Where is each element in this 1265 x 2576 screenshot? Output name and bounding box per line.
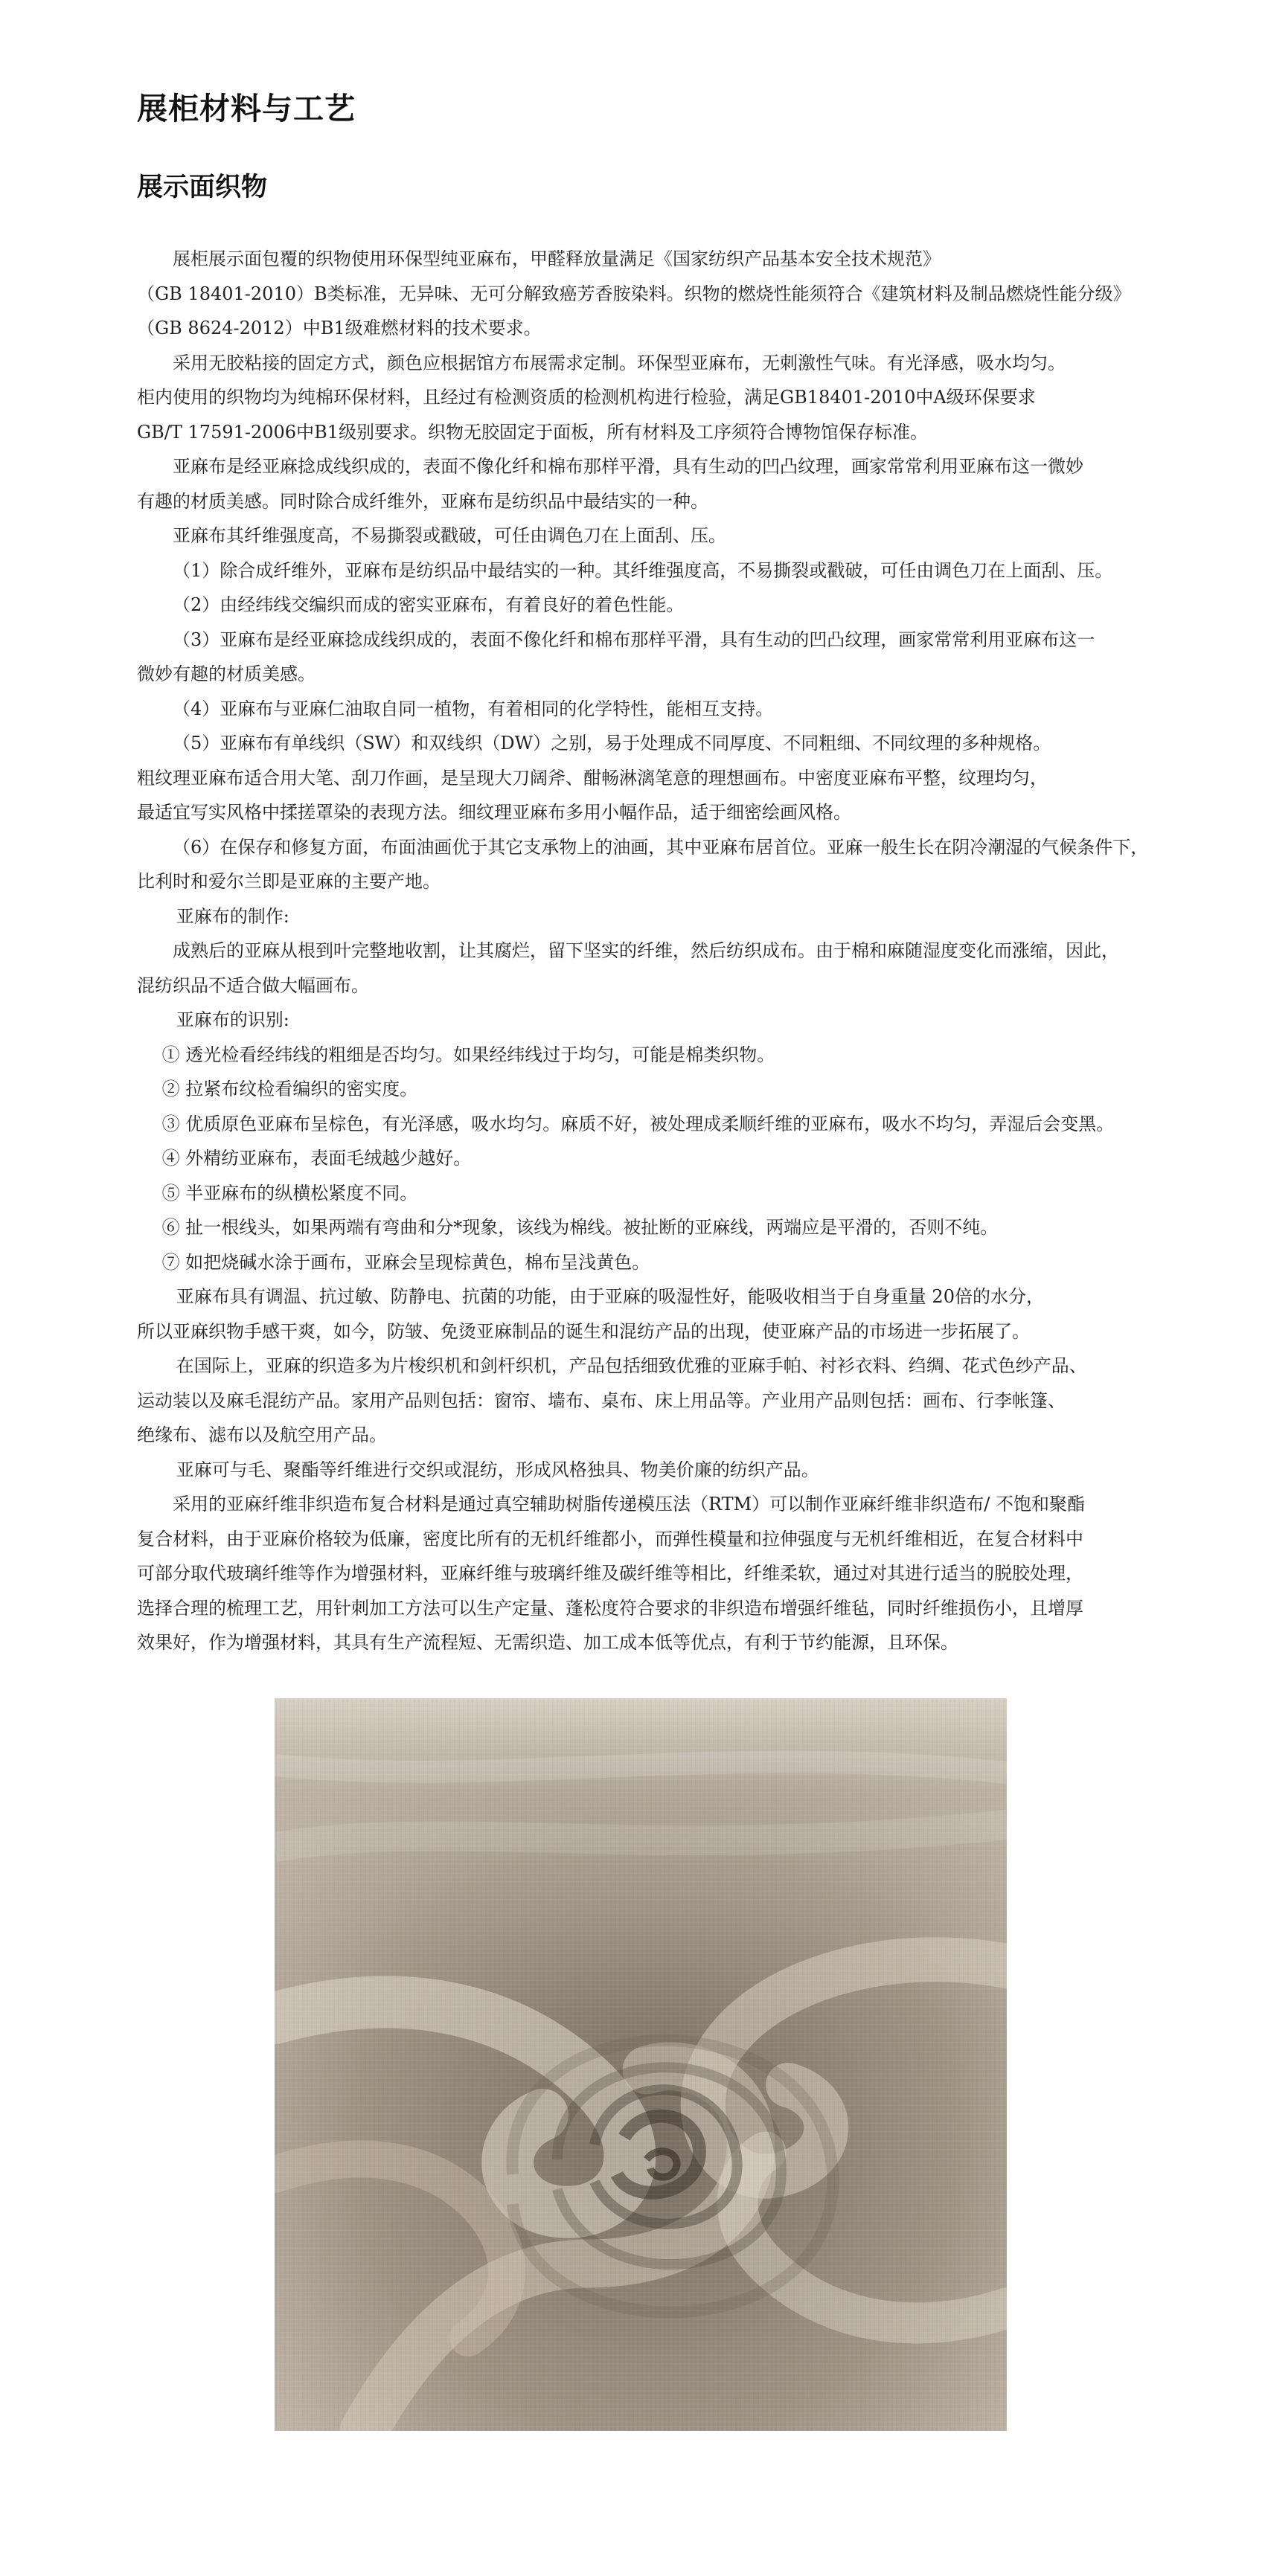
- text-line: 亚麻布是经亚麻捻成线织成的，表面不像化纤和棉布那样平滑，具有生动的凹凸纹理，画家常常利用亚麻布这一微妙: [173, 456, 1083, 477]
- text-line: ② 拉紧布纹检看编织的密实度。: [161, 1079, 418, 1099]
- text-line: 最适宜写实风格中揉搓罩染的表现方法。细纹理亚麻布多用小幅作品，适于细密绘画风格。: [137, 802, 851, 823]
- text-line: 采用无胶粘接的固定方式，颜色应根据馆方布展需求定制。环保型亚麻布，无刺激性气味。有光泽感，吸水均匀。: [173, 352, 1066, 373]
- text-line: ① 透光检看经纬线的粗细是否均匀。如果经纬线过于均匀，可能是棉类织物。: [161, 1044, 775, 1065]
- text-line: 柜内使用的织物均为纯棉环保材料，且经过有检测资质的检测机构进行检验，满足GB18401-2010中A级环保要求: [137, 387, 1036, 408]
- text-line: （4）亚麻布与亚麻仁油取自同一植物，有着相同的化学特性，能相互支持。: [173, 698, 774, 719]
- text-line: 混纺织品不适合做大幅画布。: [137, 974, 369, 996]
- text-line: 亚麻布的制作:: [176, 905, 289, 927]
- text-line: 运动装以及麻毛混纺产品。家用产品则包括：窗帘、墙布、桌布、床上用品等。产业用产品则包括：画布、行李帐篷、: [137, 1390, 1066, 1411]
- text-line: 比利时和爱尔兰即是亚麻的主要产地。: [137, 871, 441, 892]
- text-line: （5）亚麻布有单线织（SW）和双线织（DW）之别，易于处理成不同厚度、不同粗细、不同纹理的多种规格。: [173, 733, 1051, 754]
- linen-fabric-photo: [275, 1698, 1007, 2431]
- text-line: ⑤ 半亚麻布的纵横松紧度不同。: [161, 1182, 418, 1204]
- text-line: （2）由经纬线交编织而成的密实亚麻布，有着良好的着色性能。: [173, 594, 685, 615]
- text-line: 所以亚麻织物手感干爽，如今，防皱、免烫亚麻制品的诞生和混纺产品的出现，使亚麻产品的市场进一步拓展了。: [137, 1320, 1030, 1342]
- page-title: 展柜材料与工艺: [137, 91, 356, 126]
- text-line: ⑥ 扯一根线头，如果两端有弯曲和分*现象，该线为棉线。被扯断的亚麻线，两端应是平滑的，否则不纯。: [161, 1217, 999, 1238]
- text-line: 亚麻布具有调温、抗过敏、防静电、抗菌的功能，由于亚麻的吸湿性好，能吸收相当于自身重量 20倍的水分，: [176, 1286, 1044, 1307]
- text-line: 展柜展示面包覆的织物使用环保型纯亚麻布，甲醛释放量满足《国家纺织产品基本安全技术规范》: [173, 248, 941, 269]
- text-line: 效果好，作为增强材料，其具有生产流程短、无需织造、加工成本低等优点，有利于节约能源，且环保。: [137, 1632, 958, 1653]
- text-line: （GB 8624-2012）中B1级难燃材料的技术要求。: [137, 318, 542, 338]
- text-line: ③ 优质原色亚麻布呈棕色，有光泽感，吸水均匀。麻质不好，被处理成柔顺纤维的亚麻布，吸水不均匀，弄湿后会变黑。: [161, 1113, 1115, 1134]
- text-line: 有趣的材质美感。同时除合成纤维外，亚麻布是纺织品中最结实的一种。: [137, 490, 708, 512]
- text-line: GB/T 17591-2006中B1级别要求。织物无胶固定于面板，所有材料及工序须符合博物馆保存标准。: [137, 421, 928, 443]
- text-line: 粗纹理亚麻布适合用大笔、刮刀作画，是呈现大刀阔斧、酣畅淋漓笔意的理想画布。中密度亚麻布平整，纹理均匀，: [137, 767, 1048, 788]
- text-line: 微妙有趣的材质美感。: [137, 664, 316, 684]
- section-title: 展示面织物: [137, 173, 268, 202]
- text-line: （3）亚麻布是经亚麻捻成线织成的，表面不像化纤和棉布那样平滑，具有生动的凹凸纹理，画家常常利用亚麻布这一: [173, 629, 1095, 650]
- text-line: 选择合理的梳理工艺，用针刺加工方法可以生产定量、蓬松度符合要求的非织造布增强纤维毡，同时纤维损伤小，且增厚: [137, 1597, 1083, 1619]
- text-line: （GB 18401-2010）B类标准，无异味、无可分解致癌芳香胺染料。织物的燃烧性能须符合《建筑材料及制品燃烧性能分级》: [137, 283, 1131, 304]
- fabric-illustration: [275, 1698, 1007, 2431]
- text-line: 绝缘布、滤布以及航空用产品。: [137, 1424, 387, 1445]
- text-line: 亚麻布其纤维强度高，不易撕裂或戳破，可任由调色刀在上面刮、压。: [173, 525, 726, 546]
- text-line: ④ 外精纺亚麻布，表面毛绒越少越好。: [161, 1148, 472, 1169]
- text-line: 亚麻布的识别:: [176, 1009, 289, 1030]
- text-line: 亚麻可与毛、聚酯等纤维进行交织或混纺，形成风格独具、物美价廉的纺织产品。: [176, 1459, 819, 1480]
- text-line: 在国际上，亚麻的织造多为片梭织机和剑杆织机，产品包括细致优雅的亚麻手帕、衬衫衣料、绉绸、花式色纱产品、: [176, 1355, 1087, 1376]
- text-line: （6）在保存和修复方面，布面油画优于其它支承物上的油画，其中亚麻布居首位。亚麻一般生长在阴冷潮湿的气候条件下，: [173, 836, 1149, 858]
- text-line: 采用的亚麻纤维非织造布复合材料是通过真空辅助树脂传递模压法（RTM）可以制作亚麻纤维非织造布/ 不饱和聚酯: [173, 1494, 1085, 1515]
- text-line: 复合材料，由于亚麻价格较为低廉，密度比所有的无机纤维都小，而弹性模量和拉伸强度与无机纤维相近，在复合材料中: [137, 1528, 1083, 1549]
- text-line: （1）除合成纤维外，亚麻布是纺织品中最结实的一种。其纤维强度高，不易撕裂或戳破，可任由调色刀在上面刮、压。: [173, 559, 1113, 581]
- body-text: [137, 242, 1253, 1660]
- text-line: 成熟后的亚麻从根到叶完整地收割，让其腐烂，留下坚实的纤维，然后纺织成布。由于棉和麻随湿度变化而涨缩，因此，: [173, 940, 1119, 961]
- text-line: 可部分取代玻璃纤维等作为增强材料，亚麻纤维与玻璃纤维及碳纤维等相比，纤维柔软，通过对其进行适当的脱胶处理，: [137, 1563, 1083, 1584]
- text-line: ⑦ 如把烧碱水涂于画布，亚麻会呈现棕黄色，棉布呈浅黄色。: [161, 1251, 650, 1273]
